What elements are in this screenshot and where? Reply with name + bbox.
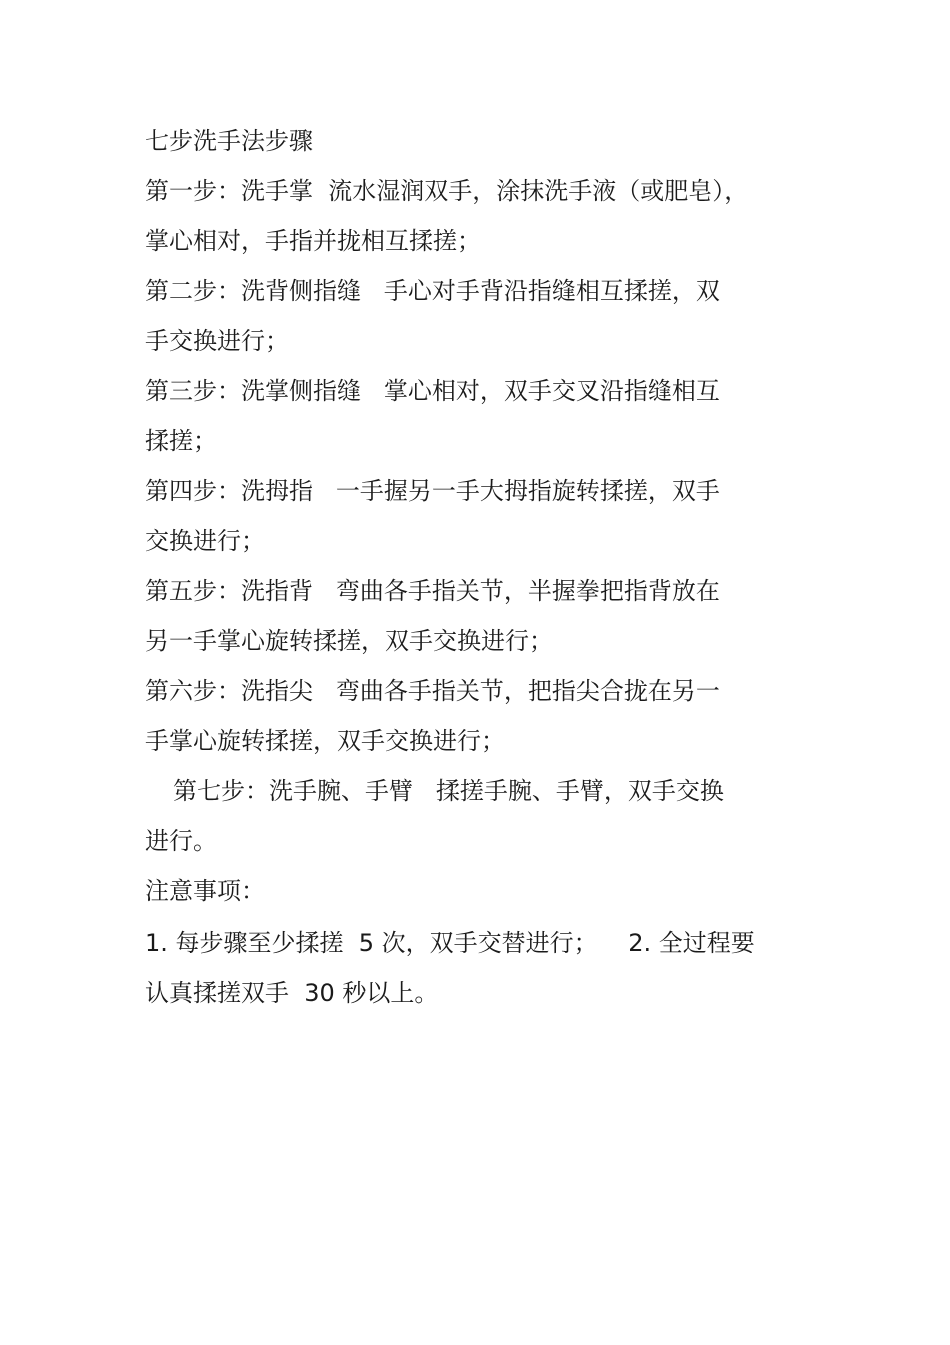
step-4-line-2: 交换进行； [145, 527, 265, 555]
text-block [145, 116, 810, 1018]
step-1-line-1: 第一步：洗手掌 流水湿润双手，涂抹洗手液（或肥皂）， [145, 177, 749, 205]
step-4-line-1: 第四步：洗拇指 一手握另一手大拇指旋转揉搓，双手 [145, 477, 720, 505]
step-2-line-1: 第二步：洗背侧指缝 手心对手背沿指缝相互揉搓，双 [145, 277, 720, 305]
step-6-line-1: 第六步：洗指尖 弯曲各手指关节，把指尖合拢在另一 [145, 677, 720, 705]
step-5-line-2: 另一手掌心旋转揉搓，双手交换进行； [145, 627, 553, 655]
step-7-line-2: 进行。 [145, 827, 217, 855]
step-3-line-2: 揉搓； [145, 427, 217, 455]
step-5-line-1: 第五步：洗指背 弯曲各手指关节，半握拳把指背放在 [145, 577, 720, 605]
notes-line-2: 认真揉搓双手 30 秒以上。 [145, 979, 439, 1007]
step-1-line-2: 掌心相对，手指并拢相互揉搓； [145, 227, 481, 255]
notes-block [145, 918, 810, 1018]
step-6-line-2: 手掌心旋转揉搓，双手交换进行； [145, 727, 505, 755]
step-2-line-2: 手交换进行； [145, 327, 289, 355]
document-title: 七步洗手法步骤 [145, 127, 313, 155]
step-7-line-1: 第七步：洗手腕、手臂 揉搓手腕、手臂，双手交换 [173, 777, 724, 805]
notes-line-1: 1. 每步骤至少揉搓 5 次，双手交替进行； 2. 全过程要 [145, 929, 755, 957]
step-3-line-1: 第三步：洗掌侧指缝 掌心相对，双手交叉沿指缝相互 [145, 377, 720, 405]
notes-heading: 注意事项： [145, 877, 265, 905]
